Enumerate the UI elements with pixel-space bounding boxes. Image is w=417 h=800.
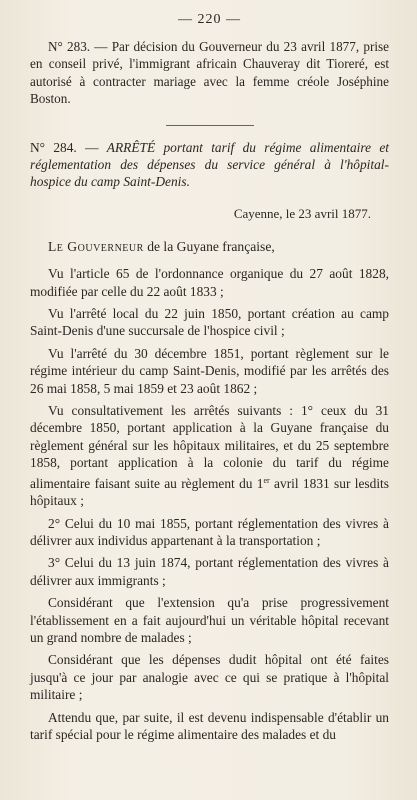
paragraph-vu-consultativement <box>30 402 389 509</box>
place-date: Cayenne, le 23 avril 1877. <box>233 206 371 222</box>
decree-title <box>30 139 389 191</box>
paragraph-juin-1874: 3° Celui du 13 juin 1874, portant réglementation des vivres à délivrer aux immigrants ; <box>30 555 389 588</box>
page-number: — 220 — <box>178 12 241 27</box>
decree-title-text: ARRÊTÉ portant tarif du régime alimentaire et réglementation des dépenses du service général à l'hôpital-hospice du camp Saint-Denis. <box>30 139 389 190</box>
governor-title: Le Gouverneur <box>48 239 144 255</box>
entry-283-text: N° 283. — Par décision du Gouverneur du 23 avril 1877, prise en conseil privé, l'immigrant africain Chauveray dit Tioreré, est autorisé à contracter mariage avec la femme créole Joséphine Boston. <box>30 39 389 107</box>
decree-number: N° 284. — <box>30 139 107 155</box>
paragraph-mai-1855: 2° Celui du 10 mai 1855, portant réglementation des vivres à délivrer aux individus appartenant à la transportation ; <box>30 515 389 548</box>
paragraph-consult-text-b: avril 1831 sur lesdits hôpitaux ; <box>30 475 389 509</box>
paragraph-vu-article-65: Vu l'article 65 de l'ordonnance organique du 27 août 1828, modifiée par celle du 22 août 1833 ; <box>30 266 389 299</box>
paragraph-considerant-extension: Considérant que l'extension qu'a prise progressivement l'établissement en a fait aujourd'hui un véritable hôpital recevant un grand nombre de malades ; <box>30 595 389 645</box>
paragraph-attendu: Attendu que, par suite, il est devenu indispensable d'établir un tarif spécial pour le régime alimentaire des malades et du <box>30 709 389 742</box>
paragraph-vu-arrete-1851: Vu l'arrêté du 30 décembre 1851, portant règlement sur le régime intérieur du camp Saint-Denis, modifié par les arrêtés des 26 mai 1858, 5 mai 1859 et 23 août 1862 ; <box>30 345 389 396</box>
ordinal-superscript: er <box>263 475 270 485</box>
governor-territory: de la Guyane française, <box>143 239 275 255</box>
paragraph-consult-text-a: Vu consultativement les arrêtés suivants : 1° ceux du 31 décembre 1850, portant application à la Guyane française du règlement général sur les hôpitaux militaires, et du 25 septembre 1858, portant application à la colonie du tarif du régime alimentaire faisant suite au règlement du 1 <box>30 403 389 491</box>
separator-rule <box>166 125 254 126</box>
governor-line <box>30 239 389 255</box>
paragraph-considerant-depenses: Considérant que les dépenses dudit hôpital ont été faites jusqu'à ce jour par analogie avec ce qui se pratique à l'hôpital militaire ; <box>30 652 389 703</box>
paragraph-vu-arrete-1850: Vu l'arrêté local du 22 juin 1850, portant création au camp Saint-Denis d'une succursale de l'hospice civil ; <box>30 306 389 339</box>
